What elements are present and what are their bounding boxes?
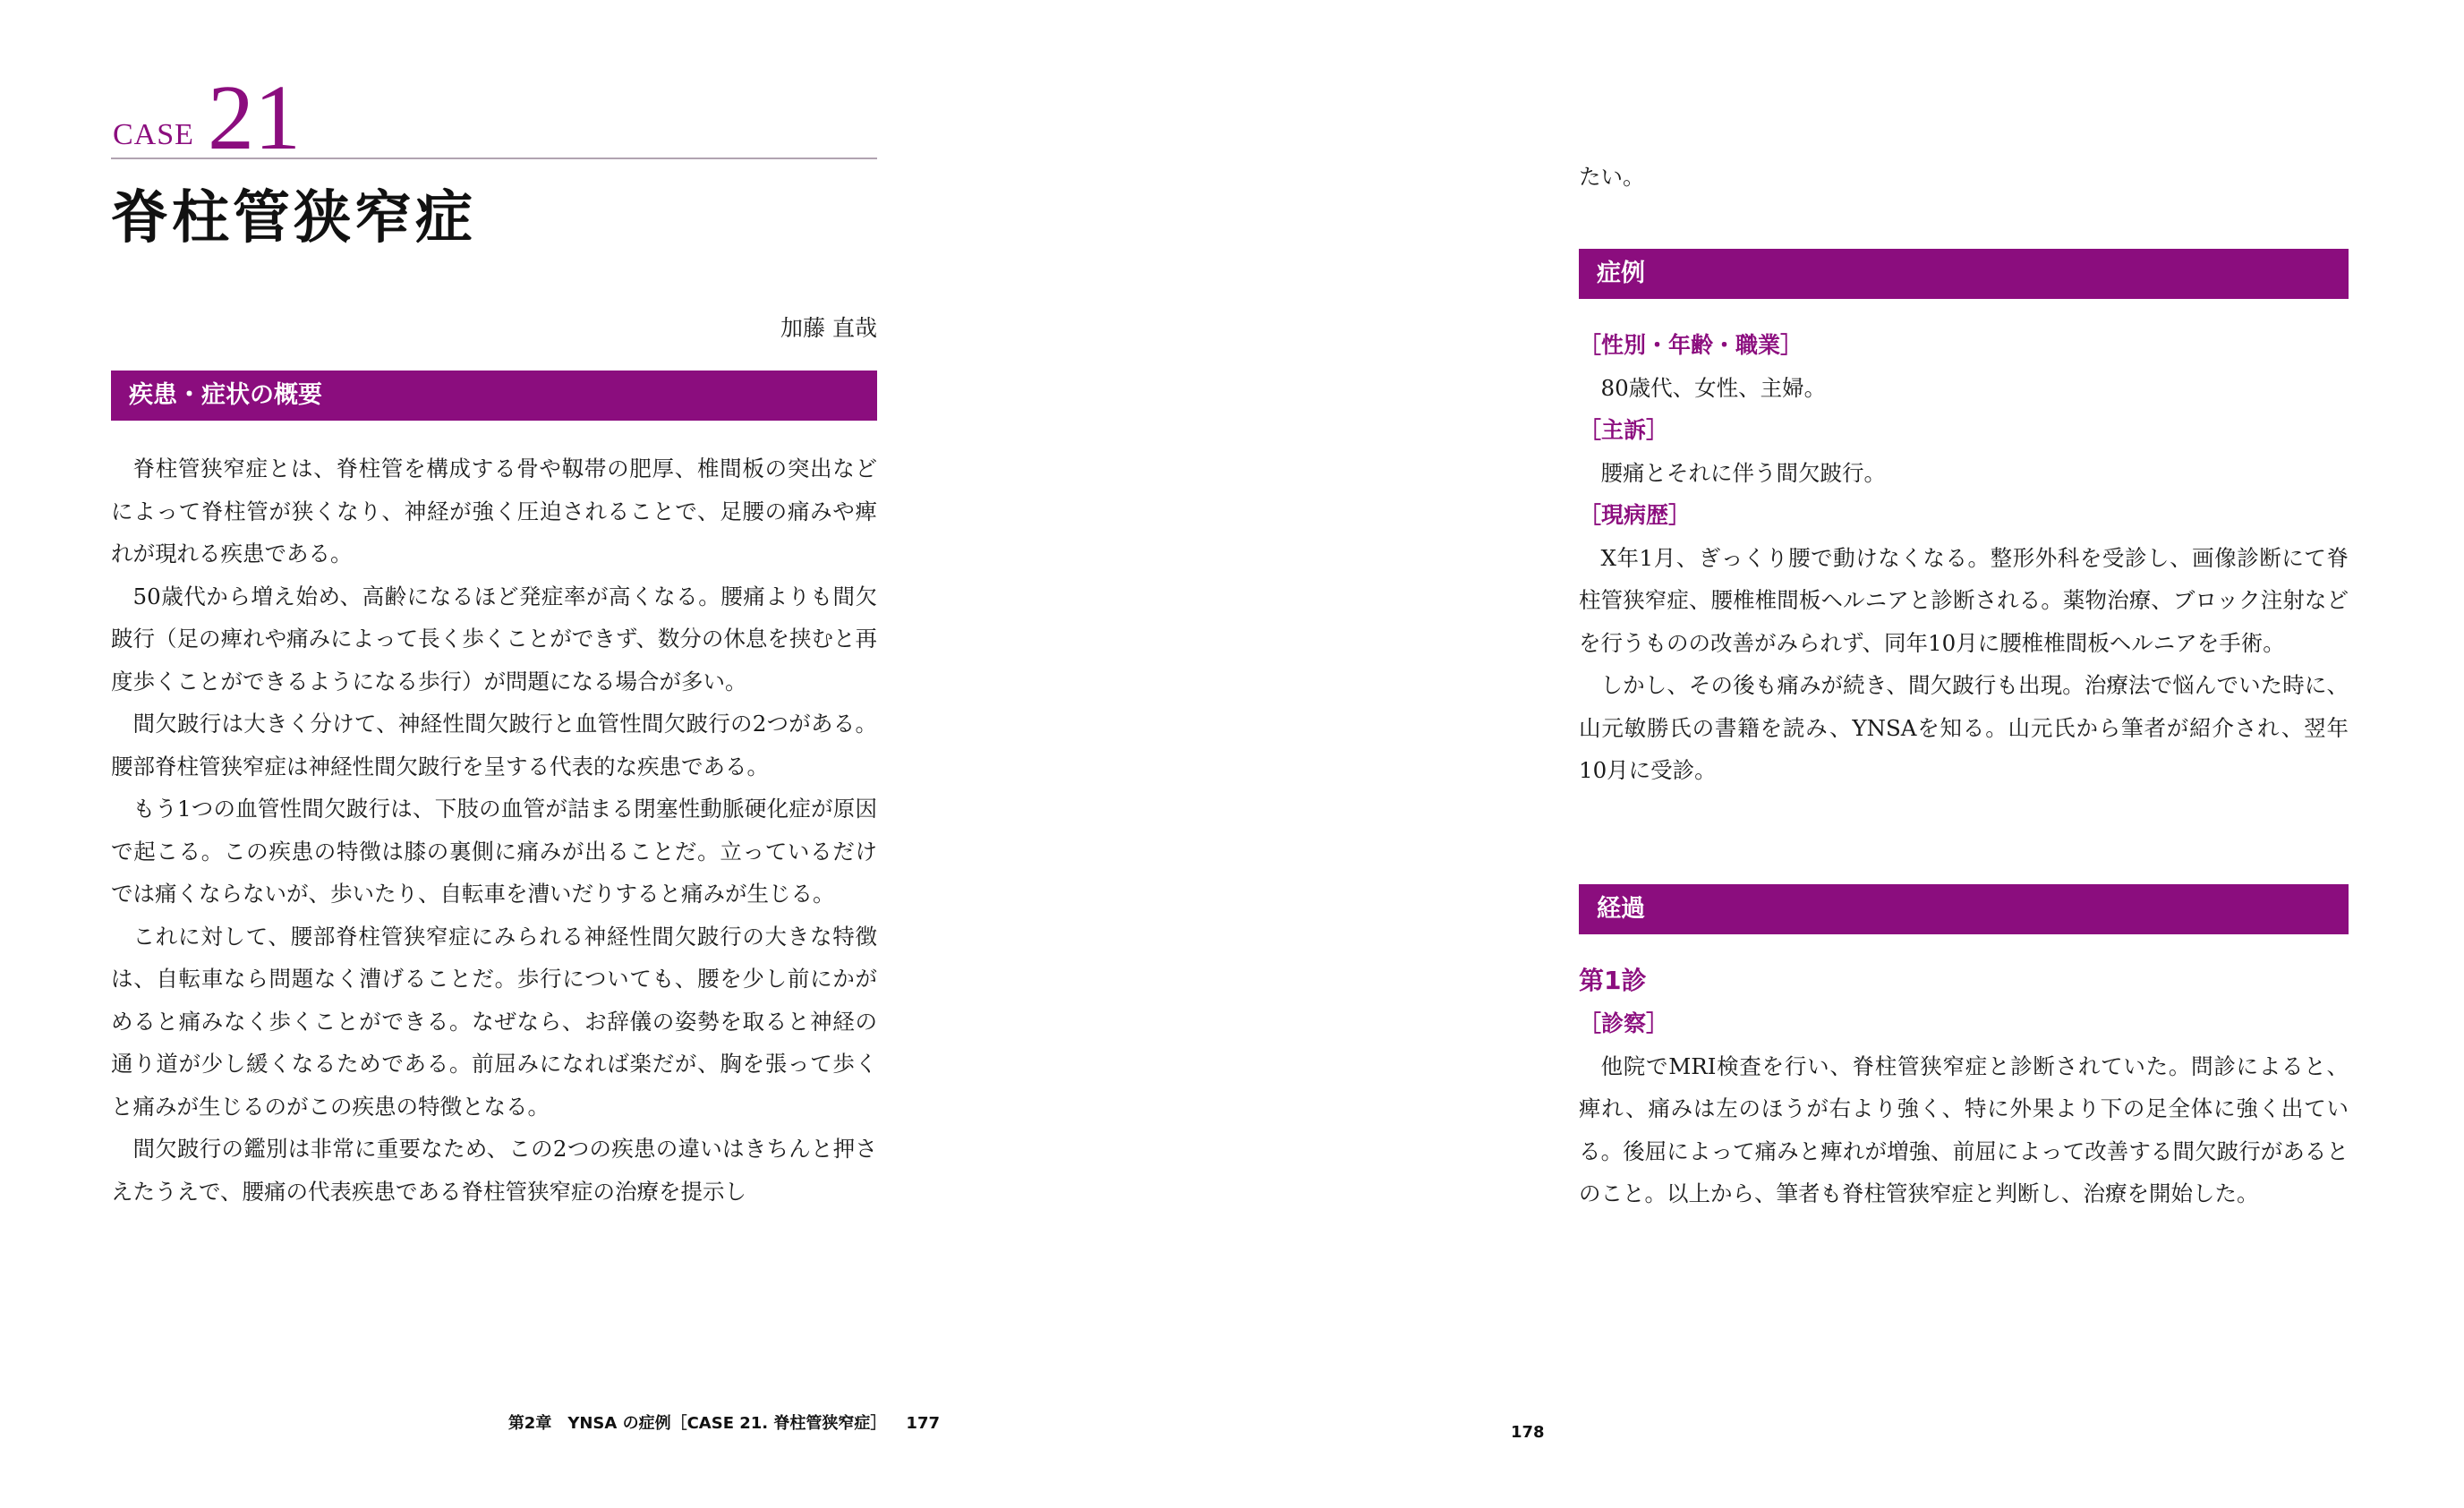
carryover-text bbox=[1579, 156, 2349, 199]
case-label-profile: ［性別・年齢・職業］ bbox=[1579, 332, 1803, 358]
section-heading-case: 症例 bbox=[1579, 249, 2349, 299]
case-text-history-continued: しかし、その後も痛みが続き、間欠跛行も出現。治療法で悩んでいた時に、山元敏勝氏の書籍を読み、YNSAを知る。山元氏から筆者が紹介され、翌年10月に受診。 bbox=[1579, 672, 2349, 783]
case-header bbox=[111, 63, 877, 169]
case-details bbox=[1579, 324, 2349, 792]
right-page bbox=[1232, 0, 2464, 1508]
section-heading-overview: 疾患・症状の概要 bbox=[111, 371, 877, 421]
case-text-profile: 80歳代、女性、主婦。 bbox=[1600, 374, 1827, 401]
overview-paragraph: 間欠跛行は大きく分けて、神経性間欠跛行と血管性間欠跛行の2つがある。腰部脊柱管狭窄症は神経性間欠跛行を呈する代表的な疾患である。 bbox=[111, 711, 877, 780]
page-title: 脊柱管狭窄症 bbox=[111, 185, 476, 251]
case-text-complaint: 腰痛とそれに伴う間欠跛行。 bbox=[1600, 459, 1886, 486]
case-number: 21 bbox=[208, 66, 301, 169]
course-details bbox=[1579, 959, 2349, 1215]
exam-text: 他院でMRI検査を行い、脊柱管狭窄症と診断されていた。問診によると、痺れ、痛みは左のほうが右より強く、特に外果より下の足全体に強く出ている。後屈によって痛みと痺れが増強、前屈によって改善する間欠跛行があるとのこと。以上から、筆者も脊柱管狭窄症と判断し、治療を開始した。 bbox=[1579, 1052, 2349, 1206]
overview-paragraph: 50歳代から増え始め、高齢になるほど発症率が高くなる。腰痛よりも間欠跛行（足の痺れや痛みによって長く歩くことができず、数分の休息を挟むと再度歩くことができるようになる歩行）が問題になる場合が多い。 bbox=[111, 583, 877, 694]
case-text-history: X年1月、ぎっくり腰で動けなくなる。整形外科を受診し、画像診断にて脊柱管狭窄症、腰椎椎間板ヘルニアと診断される。薬物治療、ブロック注射などを行うものの改善がみられず、同年10月に腰椎椎間板ヘルニアを手術。 bbox=[1579, 544, 2349, 656]
visit-heading: 第1診 bbox=[1579, 966, 1647, 995]
overview-body bbox=[111, 447, 877, 1213]
overview-paragraph: もう1つの血管性間欠跛行は、下肢の血管が詰まる閉塞性動脈硬化症が原因で起こる。この疾患の特徴は膝の裏側に痛みが出ることだ。立っているだけでは痛くならないが、歩いたり、自転車を漕いだりすると痛みが生じる。 bbox=[111, 796, 877, 907]
running-footer bbox=[508, 1410, 940, 1434]
footer-chapter-text: 第2章 YNSA の症例［CASE 21. 脊柱管狭窄症］ bbox=[507, 1414, 887, 1433]
carryover-paragraph: たい。 bbox=[1579, 164, 1645, 190]
overview-paragraph: これに対して、腰部脊柱管狭窄症にみられる神経性間欠跛行の大きな特徴は、自転車なら問題なく漕げることだ。歩行についても、腰を少し前にかがめると痛みなく歩くことができる。なぜなら、お辞儀の姿勢を取ると神経の通り道が少し緩くなるためである。前屈みになれば楽だが、胸を張って歩くと痛みが生じるのがこの疾患の特徴となる。 bbox=[111, 923, 877, 1120]
author-name: 加藤 直哉 bbox=[780, 315, 877, 341]
overview-paragraph: 脊柱管狭窄症とは、脊柱管を構成する骨や靱帯の肥厚、椎間板の突出などによって脊柱管が狭くなり、神経が強く圧迫されることで、足腰の痛みや痺れが現れる疾患である。 bbox=[111, 456, 877, 567]
page-number: 178 bbox=[1511, 1423, 1545, 1442]
section-heading-course: 経過 bbox=[1579, 884, 2349, 934]
overview-paragraph: 間欠跛行の鑑別は非常に重要なため、この2つの疾患の違いはきちんと押さえたうえで、腰痛の代表疾患である脊柱管狭窄症の治療を提示し bbox=[111, 1136, 877, 1205]
exam-label: ［診察］ bbox=[1579, 1010, 1669, 1036]
case-label: CASE bbox=[113, 118, 194, 151]
page-number: 177 bbox=[906, 1414, 940, 1433]
case-label-complaint: ［主訴］ bbox=[1579, 417, 1669, 443]
case-label-history: ［現病歴］ bbox=[1579, 502, 1692, 528]
